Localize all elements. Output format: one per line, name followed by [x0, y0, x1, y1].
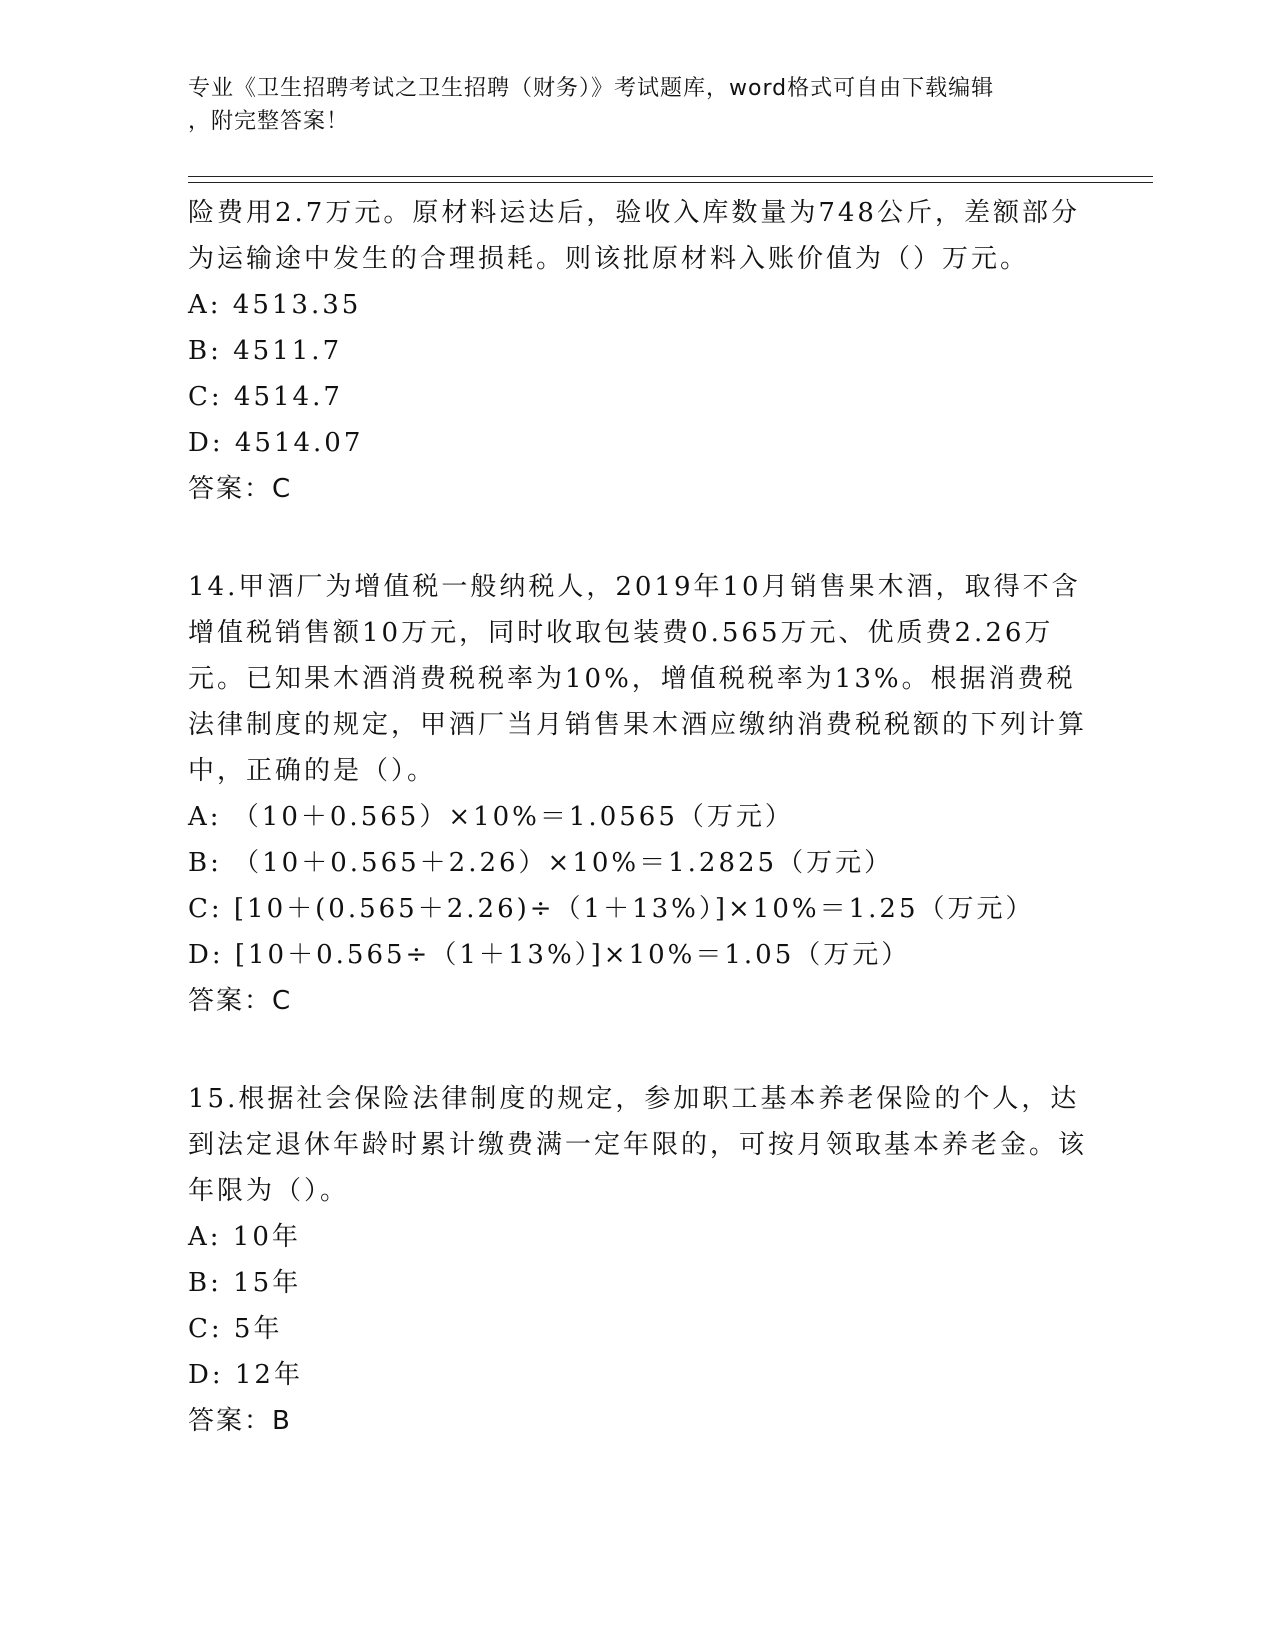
question-15-text: 15.根据社会保险法律制度的规定，参加职工基本养老保险的个人，达到法定退休年龄时累计缴费满一定年限的，可按月领取基本养老金。该年限为（）。: [188, 1084, 1088, 1206]
question-14-option-b: B: （10＋0.565＋2.26）×10%＝1.2825（万元）: [188, 848, 894, 878]
question-15-answer: 答案：B: [188, 1406, 292, 1436]
header-divider-bottom: [188, 182, 1153, 183]
question-15: [188, 1076, 1088, 1444]
question-13-option-d: D: 4514.07: [188, 428, 364, 458]
question-15-option-d: D: 12年: [188, 1360, 303, 1390]
header-divider-top: [188, 176, 1153, 177]
question-13-text: 险费用2.7万元。原材料运达后，验收入库数量为748公斤，差额部分为运输途中发生的合理损耗。则该批原材料入账价值为（）万元。: [188, 198, 1080, 274]
question-15-option-a: A: 10年: [188, 1222, 301, 1252]
question-14-option-d: D: [10＋0.565÷（1＋13%）]×10%＝1.05（万元）: [188, 940, 911, 970]
question-14-option-a: A: （10＋0.565）×10%＝1.0565（万元）: [188, 802, 794, 832]
question-13-option-a: A: 4513.35: [188, 290, 362, 320]
question-13-option-c: C: 4514.7: [188, 382, 343, 412]
question-14: [188, 564, 1088, 1024]
header-line-1: 专业《卫生招聘考试之卫生招聘（财务）》考试题库，word格式可自由下载编辑: [188, 76, 995, 101]
question-14-text: 14.甲酒厂为增值税一般纳税人，2019年10月销售果木酒，取得不含增值税销售额10万元，同时收取包装费0.565万元、优质费2.26万元。已知果木酒消费税税率为10%，增值税税率为13%。根据消费税法律制度的规定，甲酒厂当月销售果木酒应缴纳消费税税额的下列计算中，正确的是（）。: [188, 572, 1088, 786]
question-14-option-c: C: [10＋(0.565＋2.26)÷（1＋13%）]×10%＝1.25（万元）: [188, 894, 1035, 924]
question-13: [188, 190, 1088, 512]
question-13-answer: 答案：C: [188, 474, 293, 504]
question-15-option-b: B: 15年: [188, 1268, 302, 1298]
question-14-answer: 答案：C: [188, 986, 293, 1016]
header-line-2: ，附完整答案！: [188, 109, 350, 134]
document-body: [188, 190, 1088, 1444]
document-header: [188, 72, 1068, 138]
question-13-option-b: B: 4511.7: [188, 336, 343, 366]
question-15-option-c: C: 5年: [188, 1314, 283, 1344]
